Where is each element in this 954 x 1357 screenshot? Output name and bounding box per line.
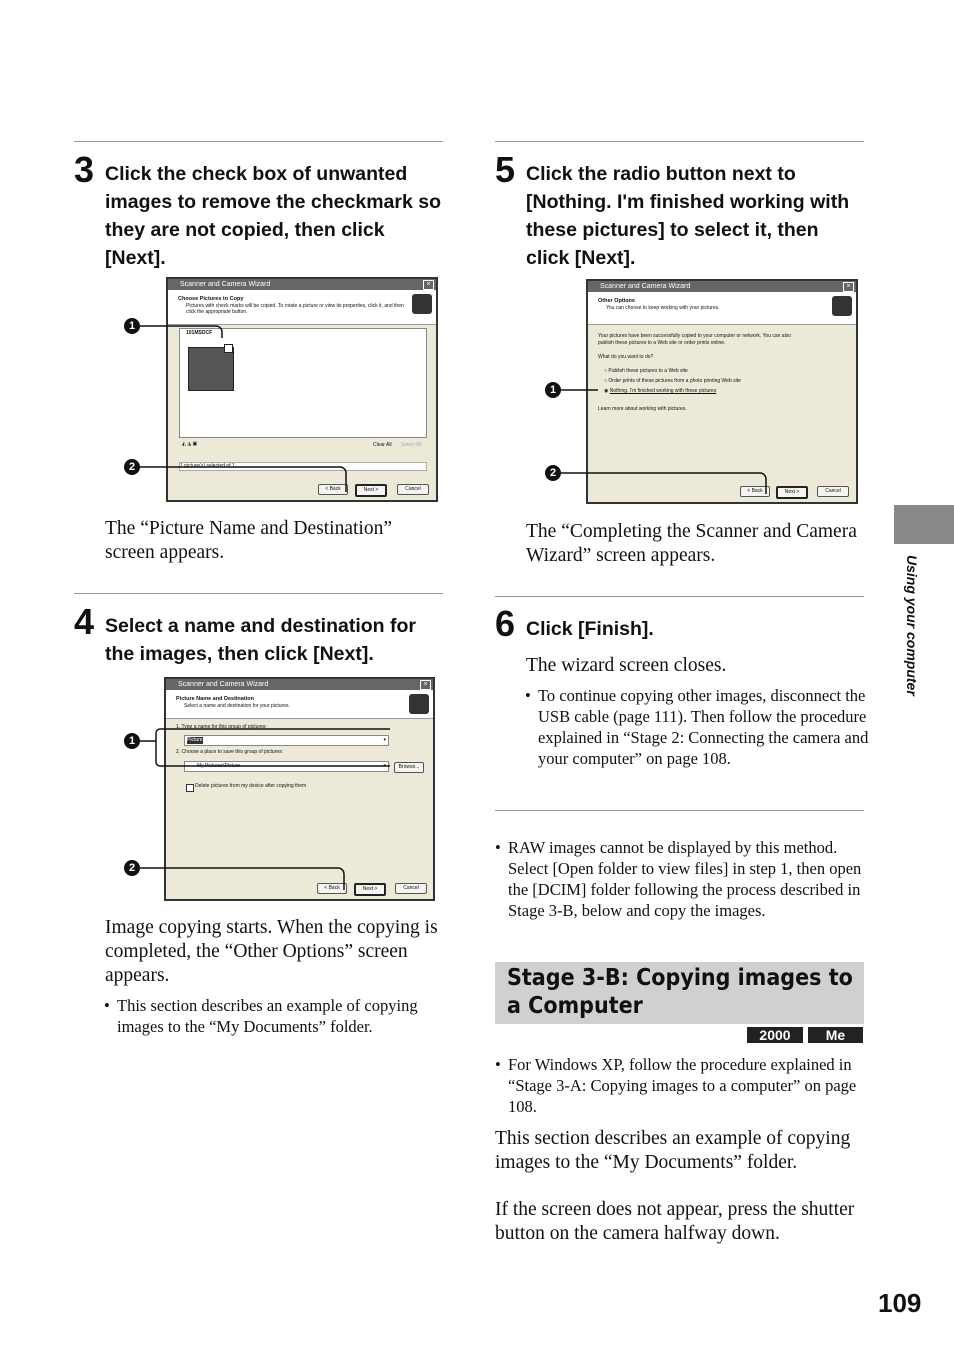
step-5-number: 5 [495,149,516,190]
close-icon[interactable]: × [843,282,854,292]
step-6-result: The wizard screen closes. [526,655,727,676]
next-button[interactable]: Next > [776,486,808,499]
section-paragraph-2: If the screen does not appear, press the shutter button on the camera halfway down. [495,1199,855,1244]
destination-question: 2. Choose a place to save this group of pictures: [176,749,284,755]
destination-select[interactable]: My Pictures\Picture ▾ [184,761,389,772]
radio-publish[interactable]: ○ Publish these pictures to a Web site [604,368,688,374]
cancel-button[interactable]: Cancel [395,883,427,894]
cancel-button[interactable]: Cancel [397,484,429,495]
step-5-result: The “Completing the Scanner and Camera Wizard” screen appears. [526,521,857,566]
step-3-number: 3 [74,149,95,190]
wizard-heading: Picture Name and Destination [176,696,254,702]
os-badge-me: Me [808,1027,863,1043]
step-4-result: Image copying starts. When the copying is completed, the “Other Options” screen appears. [105,917,438,986]
close-icon[interactable]: × [420,680,431,690]
wizard-subtitle: You can choose to keep working with your pictures. [606,305,720,311]
chevron-down-icon[interactable]: ▾ [383,737,386,743]
chevron-down-icon[interactable]: ▾ [383,763,386,769]
delete-option-label: Delete pictures from my device after copying them [195,783,307,789]
radio-nothing[interactable]: ◉ Nothing. I'm finished working with these pictures [604,388,717,394]
next-button[interactable]: Next > [354,883,386,896]
question-label: What do you want to do? [598,354,654,360]
cancel-button[interactable]: Cancel [817,486,849,497]
next-button[interactable]: Next > [355,484,387,497]
wizard-subtitle: Select a name and destination for your pictures. [184,703,290,709]
step-4-instruction: Select a name and destination for the images, then click [Next]. [105,615,416,665]
step-6-instruction: Click [Finish]. [526,618,654,640]
step-6-bullet: • To continue copying other images, disconnect the USB cable (page 111). Then follow the procedure explained in “Stage 2: Connecting the camera and your computer” on page 108. [525,685,872,769]
callout-marker-1-step4: 1 [124,733,140,749]
step-4-bullet: • This section describes an example of copying images to the “My Documents” folder. [104,995,432,1037]
raw-note: • RAW images cannot be displayed by this method. Select [Open folder to view files] in step 1, then open the [DCIM] folder following the process described in Stage 3-B, below and copy the images. [495,837,864,921]
browse-button[interactable]: Browse... [394,762,424,773]
wizard-subtitle: Pictures with check marks will be copied. To rotate a picture or view its properties, click it, and then click the appropriate button. [186,303,404,315]
page-number: 109 [878,1288,922,1318]
window-titlebar: Scanner and Camera Wizard × [588,281,856,292]
step-4-number: 4 [74,601,95,642]
step-5-instruction: Click the radio button next to [Nothing. I'm finished working with these pictures] to select it, then click [Next]. [526,163,850,269]
window-titlebar: Scanner and Camera Wizard × [168,279,436,290]
clear-all-button[interactable]: Clear All [373,442,392,448]
section-bullet: • For Windows XP, follow the procedure explained in “Stage 3-A: Copying images to a computer” on page 108. [495,1054,868,1117]
radio-order-prints[interactable]: ○ Order prints of these pictures from a photo printing Web site [604,378,741,384]
rotate-icons[interactable]: ◭ ◮ ▣ [182,441,198,447]
select-all-button[interactable]: Select All [401,442,422,448]
callout-marker-1-step5: 1 [545,382,561,398]
back-button[interactable]: < Back [318,484,348,495]
section-paragraph-1: This section describes an example of copying images to the “My Documents” folder. [495,1128,851,1173]
callout-marker-2-step5: 2 [545,465,561,481]
learn-more-link[interactable]: Learn more about working with pictures. [598,406,687,412]
wizard-heading: Other Options [598,298,635,304]
name-question: 1. Type a name for this group of pictures: [176,724,267,730]
section-title: Stage 3-B: Copying images to a Computer [507,965,853,1019]
step-3-instruction: Click the check box of unwanted images to remove the checkmark so they are not copied, then click [Next]. [105,163,441,269]
folder-label: 101MSDCF [186,330,213,336]
os-badge-2000: 2000 [747,1027,803,1043]
side-label: Using your computer [904,555,920,696]
selection-status: 1 picture(s) selected of 1 [179,462,427,471]
group-name-input[interactable]: Picture ▾ [184,735,389,746]
wizard-heading: Choose Pictures to Copy [178,296,244,302]
success-info: Your pictures have been successfully copied to your computer or network. You can also publish these pictures to a Web site or order prints online. [598,333,791,346]
back-button[interactable]: < Back [740,486,770,497]
close-icon[interactable]: × [423,280,434,290]
back-button[interactable]: < Back [317,883,347,894]
side-tab [894,505,954,544]
window-titlebar: Scanner and Camera Wizard × [166,679,433,690]
callout-marker-2-step4: 2 [124,860,140,876]
step-3-result: The “Picture Name and Destination” screen appears. [105,518,392,563]
step-6-number: 6 [495,603,516,644]
callout-marker-1-step3: 1 [124,318,140,334]
callout-marker-2-step3: 2 [124,459,140,475]
